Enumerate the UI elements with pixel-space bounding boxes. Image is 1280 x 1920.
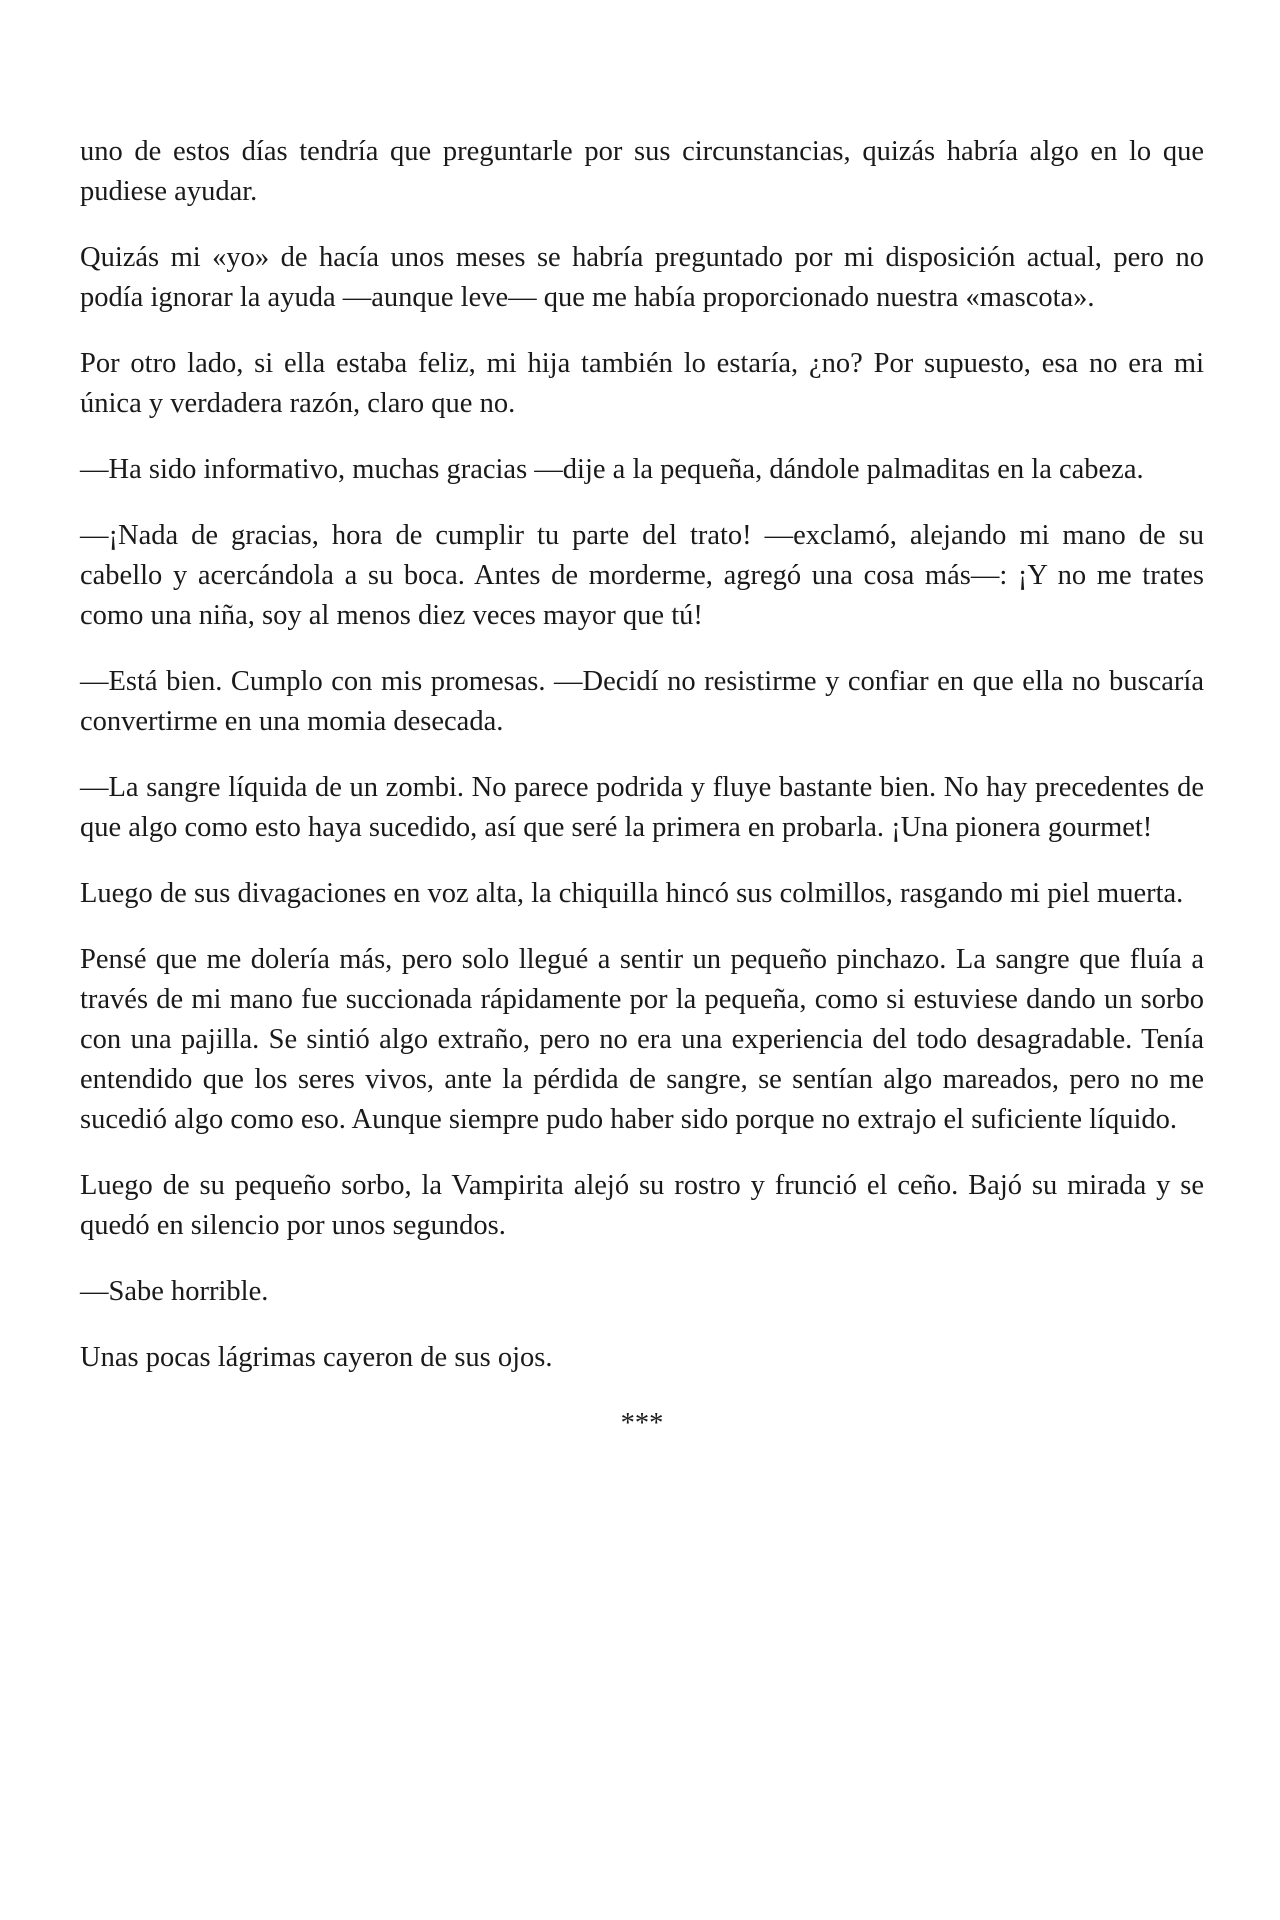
paragraph: Por otro lado, si ella estaba feliz, mi hija también lo estaría, ¿no? Por supuesto, esa no era mi única y verdadera razón, claro que no.: [80, 348, 1204, 419]
paragraph: —Sabe horrible.: [80, 1276, 269, 1307]
paragraph: Unas pocas lágrimas cayeron de sus ojos.: [80, 1342, 553, 1373]
scene-break-separator: ***: [620, 1408, 664, 1439]
paragraph: uno de estos días tendría que preguntarle por sus circunstancias, quizás habría algo en lo que pudiese ayudar.: [80, 136, 1204, 207]
body-text: [80, 132, 1204, 1444]
paragraph: —La sangre líquida de un zombi. No parece podrida y fluye bastante bien. No hay precedentes de que algo como esto haya sucedido, así que seré la primera en probarla. ¡Una pionera gourmet!: [80, 772, 1204, 843]
paragraph: —¡Nada de gracias, hora de cumplir tu parte del trato! —exclamó, alejando mi mano de su cabello y acercándola a su boca. Antes de morderme, agregó una cosa más—: ¡Y no me trates como una niña, soy al menos diez veces mayor que tú!: [80, 520, 1204, 631]
paragraph: Pensé que me dolería más, pero solo llegué a sentir un pequeño pinchazo. La sangre que fluía a través de mi mano fue succionada rápidamente por la pequeña, como si estuviese dando un sorbo con una pajilla. Se sintió algo extraño, pero no era una experiencia del todo desagradable. Tenía entendido que los seres vivos, ante la pérdida de sangre, se sentían algo mareados, pero no me sucedió algo como eso. Aunque siempre pudo haber sido porque no extrajo el suficiente líquido.: [80, 944, 1204, 1135]
paragraph: Quizás mi «yo» de hacía unos meses se habría preguntado por mi disposición actual, pero no podía ignorar la ayuda —aunque leve— que me había proporcionado nuestra «mascota».: [80, 242, 1204, 313]
paragraph: Luego de su pequeño sorbo, la Vampirita alejó su rostro y frunció el ceño. Bajó su mirada y se quedó en silencio por unos segundos.: [80, 1170, 1204, 1241]
paragraph: Luego de sus divagaciones en voz alta, la chiquilla hincó sus colmillos, rasgando mi piel muerta.: [80, 878, 1184, 909]
paragraph: —Ha sido informativo, muchas gracias —dije a la pequeña, dándole palmaditas en la cabeza.: [80, 454, 1144, 485]
paragraph: —Está bien. Cumplo con mis promesas. —Decidí no resistirme y confiar en que ella no buscaría convertirme en una momia desecada.: [80, 666, 1204, 737]
